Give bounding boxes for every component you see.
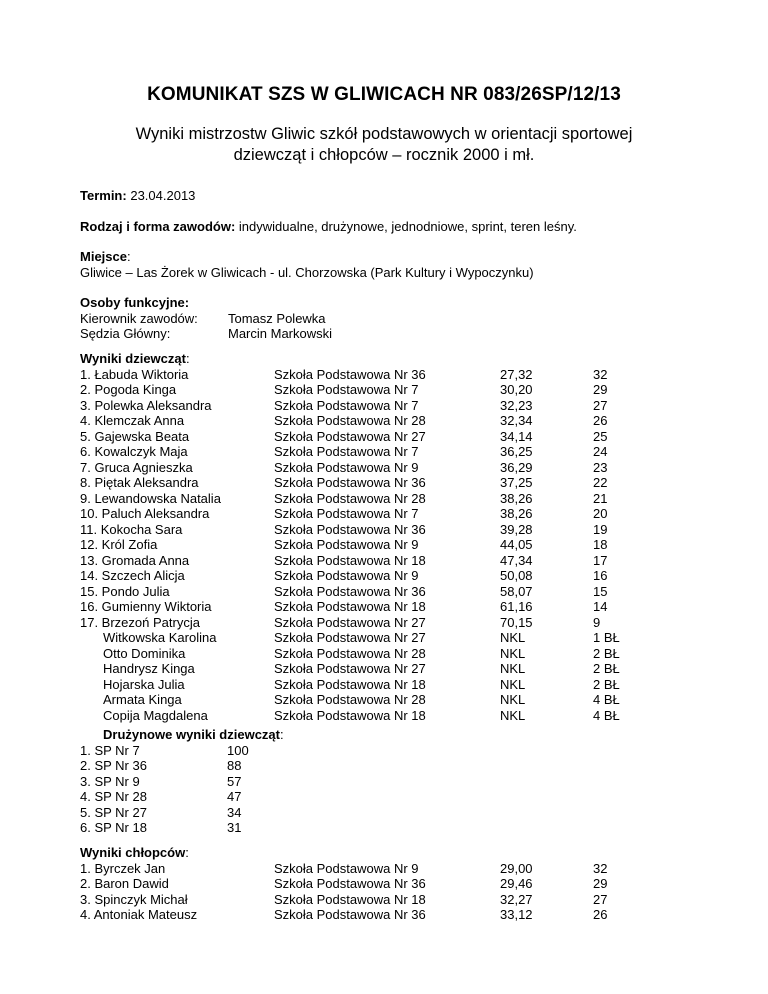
result-row (80, 907, 608, 923)
competitor-time: 38,26 (500, 490, 533, 506)
competitor-time: 32,34 (500, 413, 533, 428)
competitor-name: Handrysz Kinga (103, 661, 195, 676)
competitor-points: 4 BŁ (593, 692, 620, 707)
competitor-points: 21 (593, 490, 608, 506)
boys-results-table (80, 860, 608, 923)
team-row (80, 758, 284, 774)
competitor-name: 12. Król Zofia (80, 537, 158, 552)
termin-value: 23.04.2013 (130, 188, 196, 203)
competitor-time: 29,00 (500, 860, 533, 876)
competitor-name: Otto Dominika (103, 645, 186, 661)
competitor-points: 26 (593, 907, 608, 922)
result-row (80, 614, 601, 631)
girls-results-colon: : (185, 351, 190, 366)
competitor-school: Szkoła Podstawowa Nr 9 (274, 459, 419, 475)
competitor-time: 32,23 (500, 397, 533, 413)
result-row (80, 860, 608, 877)
competitor-name: Armata Kinga (103, 692, 182, 707)
result-row (80, 382, 608, 398)
competitor-school: Szkoła Podstawowa Nr 28 (274, 692, 426, 707)
boys-results (80, 845, 608, 923)
competitor-school: Szkoła Podstawowa Nr 36 (274, 521, 426, 537)
girls-team-colon: : (280, 727, 284, 742)
competitor-points: 2 BŁ (593, 645, 620, 661)
competitor-school: Szkoła Podstawowa Nr 18 (274, 891, 426, 907)
competitor-time: 70,15 (500, 614, 533, 630)
competitor-time: NKL (500, 645, 526, 661)
result-row (80, 552, 608, 569)
miejsce-label: Miejsce (80, 249, 127, 264)
competitor-name: 2. Pogoda Kinga (80, 382, 177, 397)
result-row (80, 397, 608, 414)
result-row (80, 707, 620, 724)
competitor-points: 22 (593, 475, 608, 490)
competitor-name: 2. Baron Dawid (80, 876, 169, 891)
competitor-school: Szkoła Podstawowa Nr 9 (274, 568, 419, 583)
competitor-name: Hojarska Julia (103, 676, 185, 692)
boys-results-colon: : (185, 845, 189, 860)
competitor-school: Szkoła Podstawowa Nr 27 (274, 630, 426, 645)
girls-team-table (80, 743, 284, 836)
osoba-role: Kierownik zawodów: (80, 310, 198, 326)
girls-results (80, 351, 620, 723)
team-row (80, 743, 284, 759)
competitor-time: NKL (500, 661, 526, 676)
team-name: 1. SP Nr 7 (80, 742, 140, 758)
girls-team-results (80, 727, 284, 836)
result-row (80, 490, 608, 507)
result-row (80, 891, 608, 908)
competitor-points: 15 (593, 583, 608, 599)
team-name: 6. SP Nr 18 (80, 820, 147, 835)
competitor-time: NKL (500, 630, 526, 645)
competitor-name: 9. Lewandowska Natalia (80, 490, 221, 506)
competitor-points: 4 BŁ (593, 707, 620, 723)
team-name: 5. SP Nr 27 (80, 804, 147, 820)
osoby-block (80, 295, 333, 342)
competitor-points: 29 (593, 382, 608, 397)
result-row (80, 413, 608, 429)
result-row (80, 366, 608, 383)
osoba-name: Marcin Markowski (228, 326, 333, 341)
subtitle-line-1: Wyniki mistrzostw Gliwic szkół podstawowych w orientacji sportowej (135, 125, 633, 143)
result-row (80, 661, 620, 677)
girls-results-table (80, 366, 620, 724)
competitor-time: 33,12 (500, 907, 533, 922)
competitor-points: 24 (593, 444, 608, 459)
result-row (80, 599, 608, 615)
competitor-school: Szkoła Podstawowa Nr 7 (274, 382, 419, 397)
competitor-time: 61,16 (500, 599, 533, 614)
competitor-points: 9 (593, 614, 601, 630)
competitor-name: 6. Kowalczyk Maja (80, 444, 188, 459)
competitor-time: 34,14 (500, 428, 533, 444)
competitor-name: Copija Magdalena (103, 707, 208, 723)
termin-label: Termin: (80, 188, 127, 203)
result-row (80, 876, 608, 892)
competitor-time: 36,25 (500, 444, 533, 459)
competitor-points: 17 (593, 552, 608, 568)
girls-results-label: Wyniki dziewcząt (80, 351, 186, 366)
competitor-name: 8. Piętak Aleksandra (80, 475, 199, 490)
team-points: 57 (227, 773, 242, 789)
competitor-name: 16. Gumienny Wiktoria (80, 599, 212, 614)
competitor-name: 14. Szczech Alicja (80, 568, 185, 583)
miejsce-block (80, 249, 534, 280)
competitor-name: 17. Brzezoń Patrycja (80, 614, 200, 630)
team-points: 34 (227, 804, 242, 820)
competitor-time: 30,20 (500, 382, 533, 397)
competitor-school: Szkoła Podstawowa Nr 27 (274, 614, 426, 630)
result-row (80, 630, 620, 646)
team-points: 88 (227, 758, 242, 773)
osoba-row (80, 326, 333, 342)
competitor-school: Szkoła Podstawowa Nr 27 (274, 428, 426, 444)
team-name: 2. SP Nr 36 (80, 758, 147, 773)
competitor-points: 2 BŁ (593, 676, 620, 692)
competitor-time: 44,05 (500, 537, 533, 552)
competitor-points: 32 (593, 366, 608, 382)
result-row (80, 676, 620, 693)
result-row (80, 506, 608, 522)
competitor-name: 3. Polewka Aleksandra (80, 397, 212, 413)
competitor-name: 1. Łabuda Wiktoria (80, 366, 189, 382)
competitor-school: Szkoła Podstawowa Nr 36 (274, 907, 426, 922)
boys-results-label: Wyniki chłopców (80, 845, 186, 860)
competitor-school: Szkoła Podstawowa Nr 36 (274, 876, 426, 891)
competitor-name: Witkowska Karolina (103, 630, 217, 645)
competitor-points: 2 BŁ (593, 661, 620, 676)
competitor-name: 15. Pondo Julia (80, 583, 170, 599)
competitor-time: NKL (500, 692, 526, 707)
rodzaj-value: indywidualne, drużynowe, jednodniowe, sprint, teren leśny. (238, 219, 577, 234)
competitor-school: Szkoła Podstawowa Nr 28 (274, 645, 426, 661)
competitor-points: 19 (593, 521, 608, 537)
result-row (80, 521, 608, 538)
team-points: 100 (227, 742, 249, 758)
competitor-points: 18 (593, 537, 608, 552)
competitor-points: 25 (593, 428, 608, 444)
result-row (80, 568, 608, 584)
result-row (80, 537, 608, 553)
competitor-time: 29,46 (500, 876, 533, 891)
competitor-name: 3. Spinczyk Michał (80, 891, 188, 907)
competitor-school: Szkoła Podstawowa Nr 36 (274, 583, 426, 599)
subtitle-line-2: dziewcząt i chłopców – rocznik 2000 i mł. (233, 146, 535, 164)
competitor-school: Szkoła Podstawowa Nr 28 (274, 490, 426, 506)
osoby-label: Osoby funkcyjne: (80, 295, 190, 310)
competitor-school: Szkoła Podstawowa Nr 18 (274, 676, 426, 692)
competitor-school: Szkoła Podstawowa Nr 18 (274, 707, 426, 723)
competitor-time: 47,34 (500, 552, 533, 568)
competitor-time: NKL (500, 676, 526, 692)
competitor-name: 4. Klemczak Anna (80, 413, 185, 428)
competitor-name: 1. Byrczek Jan (80, 860, 166, 876)
competitor-school: Szkoła Podstawowa Nr 7 (274, 397, 419, 413)
competitor-time: 38,26 (500, 506, 533, 521)
team-row (80, 789, 284, 805)
competitor-school: Szkoła Podstawowa Nr 18 (274, 552, 426, 568)
team-row (80, 805, 284, 821)
team-name: 4. SP Nr 28 (80, 789, 147, 804)
result-row (80, 475, 608, 491)
competitor-time: 32,27 (500, 891, 533, 907)
competitor-points: 20 (593, 506, 608, 521)
competitor-time: NKL (500, 707, 526, 723)
team-name: 3. SP Nr 9 (80, 773, 140, 789)
osoba-role: Sędzia Główny: (80, 326, 171, 341)
competitor-time: 27,32 (500, 366, 533, 382)
termin-line (80, 188, 195, 204)
competitor-points: 29 (593, 876, 608, 891)
competitor-points: 23 (593, 459, 608, 475)
competitor-points: 27 (593, 891, 608, 907)
competitor-school: Szkoła Podstawowa Nr 27 (274, 661, 426, 676)
competitor-school: Szkoła Podstawowa Nr 36 (274, 475, 426, 490)
team-row (80, 820, 284, 836)
result-row (80, 459, 608, 476)
competitor-points: 26 (593, 413, 608, 428)
competitor-name: 11. Kokocha Sara (80, 521, 183, 537)
competitor-points: 14 (593, 599, 608, 614)
competitor-time: 50,08 (500, 568, 533, 583)
competitor-points: 16 (593, 568, 608, 583)
competitor-time: 39,28 (500, 521, 533, 537)
rodzaj-line (80, 219, 577, 235)
competitor-school: Szkoła Podstawowa Nr 36 (274, 366, 426, 382)
miejsce-colon: : (126, 249, 131, 264)
competitor-school: Szkoła Podstawowa Nr 9 (274, 537, 419, 552)
page-title: KOMUNIKAT SZS W GLIWICACH NR 083/26SP/12/13 (147, 84, 621, 105)
result-row (80, 428, 608, 445)
competitor-school: Szkoła Podstawowa Nr 7 (274, 444, 419, 459)
team-row (80, 774, 284, 790)
page-subtitle (0, 124, 768, 166)
competitor-name: 10. Paluch Aleksandra (80, 506, 210, 521)
competitor-time: 36,29 (500, 459, 533, 475)
competitor-school: Szkoła Podstawowa Nr 28 (274, 413, 426, 428)
result-row (80, 583, 608, 600)
competitor-points: 32 (593, 860, 608, 876)
osoba-name: Tomasz Polewka (228, 310, 326, 326)
result-row (80, 444, 608, 460)
result-row (80, 645, 620, 662)
competitor-name: 13. Gromada Anna (80, 552, 190, 568)
competitor-time: 37,25 (500, 475, 533, 490)
competitor-time: 58,07 (500, 583, 533, 599)
osoba-row (80, 310, 326, 327)
competitor-name: 5. Gajewska Beata (80, 428, 190, 444)
competitor-name: 4. Antoniak Mateusz (80, 907, 198, 922)
result-row (80, 692, 620, 708)
competitor-school: Szkoła Podstawowa Nr 9 (274, 860, 419, 876)
competitor-school: Szkoła Podstawowa Nr 18 (274, 599, 426, 614)
team-points: 47 (227, 789, 242, 804)
rodzaj-label: Rodzaj i forma zawodów: (80, 219, 236, 234)
girls-team-label: Drużynowe wyniki dziewcząt (103, 727, 280, 742)
competitor-school: Szkoła Podstawowa Nr 7 (274, 506, 419, 521)
competitor-name: 7. Gruca Agnieszka (80, 459, 193, 475)
competitor-points: 27 (593, 397, 608, 413)
competitor-points: 1 BŁ (593, 630, 620, 645)
team-points: 31 (227, 820, 242, 835)
miejsce-value: Gliwice – Las Żorek w Gliwicach - ul. Chorzowska (Park Kultury i Wypoczynku) (80, 264, 534, 280)
